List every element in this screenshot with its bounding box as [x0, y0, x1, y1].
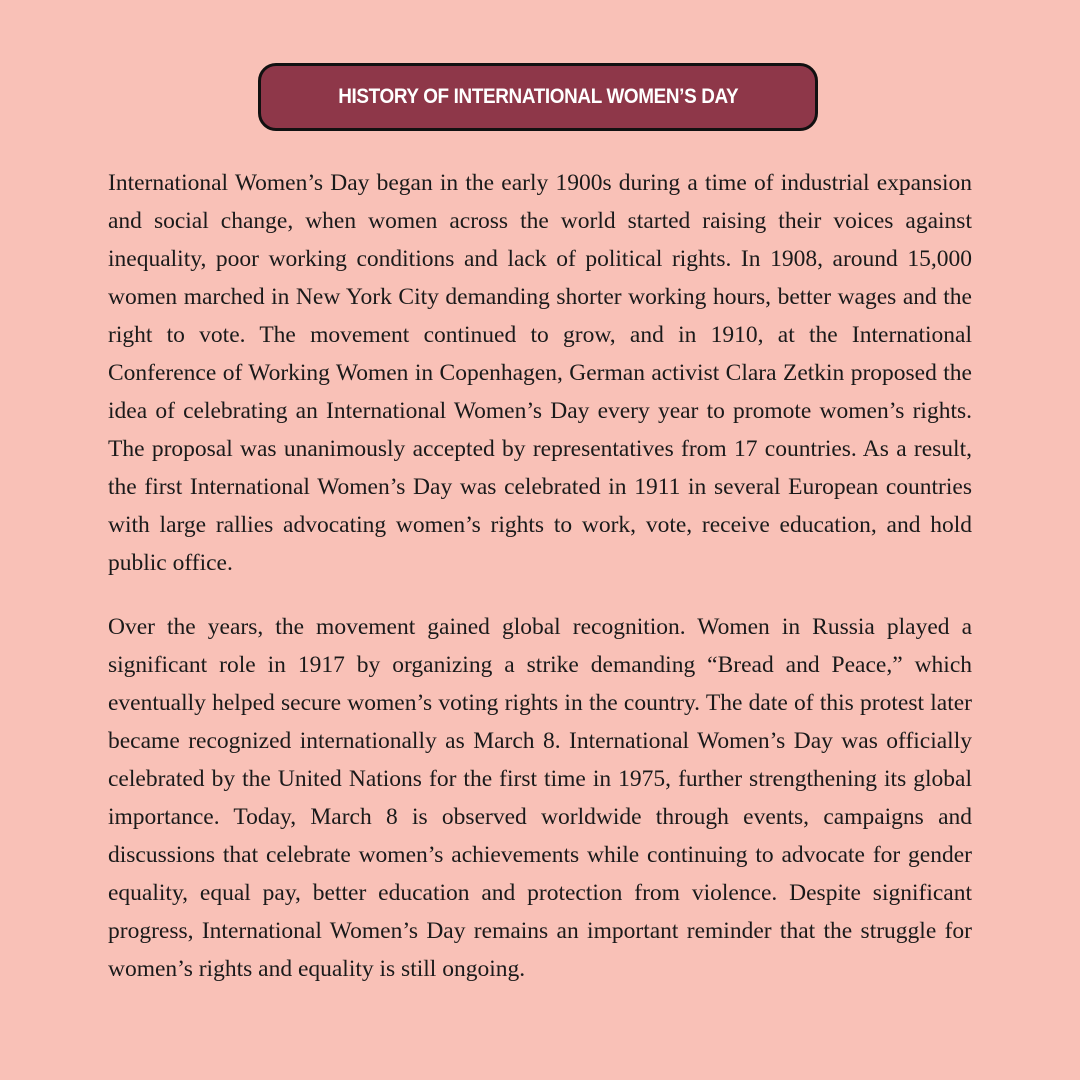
article-body	[108, 164, 972, 988]
paragraph-2: Over the years, the movement gained global recognition. Women in Russia played a significant role in 1917 by organizing a strike demanding “Bread and Peace,” which eventually helped secure women’s voting rights in the country. The date of this protest later became recognized internationally as March 8. International Women’s Day was officially celebrated by the United Nations for the first time in 1975, further strengthening its global importance. Today, March 8 is observed worldwide through events, campaigns and discussions that celebrate women’s achievements while continuing to advocate for gender equality, equal pay, better education and protection from violence. Despite significant progress, International Women’s Day remains an important reminder that the struggle for women’s rights and equality is still ongoing.	[108, 614, 972, 982]
page-title: HISTORY OF INTERNATIONAL WOMEN’S DAY	[337, 85, 739, 108]
title-banner	[258, 63, 818, 131]
paragraph-1: International Women’s Day began in the early 1900s during a time of industrial expansion and social change, when women across the world started raising their voices against inequality, poor working conditions and lack of political rights. In 1908, around 15,000 women marched in New York City demanding shorter working hours, better wages and the right to vote. The movement continued to grow, and in 1910, at the International Conference of Working Women in Copenhagen, German activist Clara Zetkin proposed the idea of celebrating an International Women’s Day every year to promote women’s rights. The proposal was unanimously accepted by representatives from 17 countries. As a result, the first International Women’s Day was celebrated in 1911 in several European countries with large rallies advocating women’s rights to work, vote, receive education, and hold public office.	[108, 170, 972, 576]
